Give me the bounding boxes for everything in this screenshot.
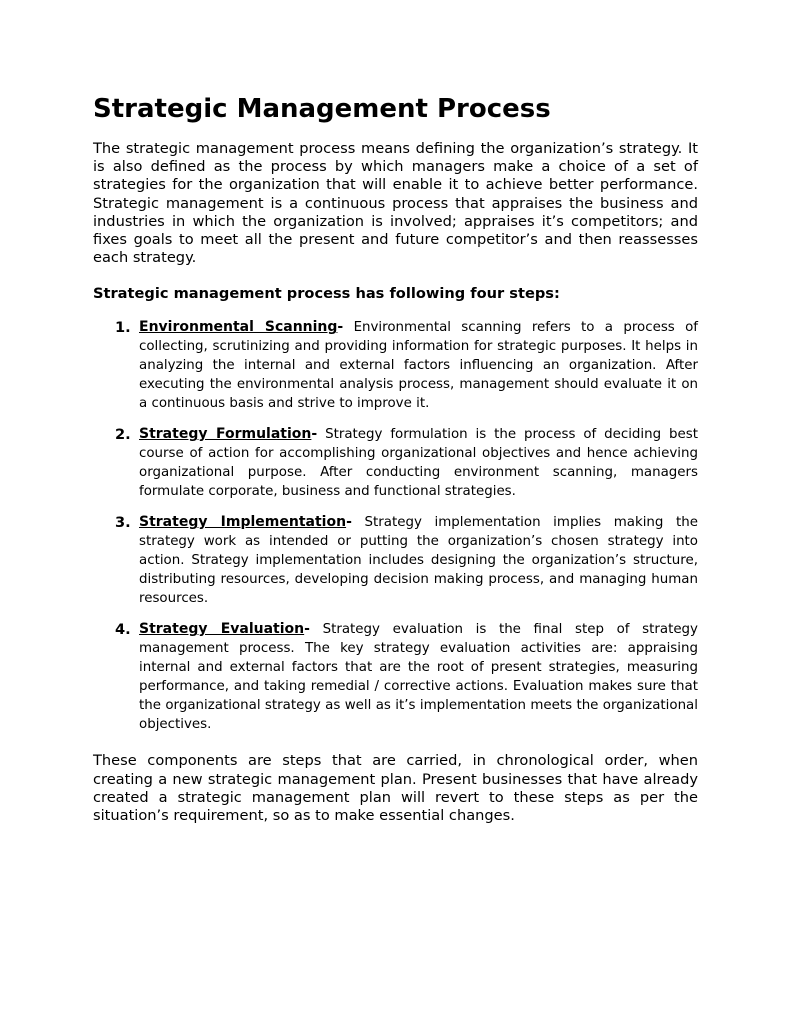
step-item-strategy-implementation <box>93 513 698 608</box>
step-separator: - <box>346 514 352 531</box>
step-item-strategy-formulation <box>93 425 698 501</box>
closing-paragraph: These components are steps that are carried, in chronological order, when creating a new strategic management plan. Present businesses that have already created a strategic management plan will revert to these steps as per the situation’s requirement, so as to make essential changes. <box>93 752 698 825</box>
page-title: Strategic Management Process <box>93 94 551 124</box>
intro-paragraph: The strategic management process means defining the organization’s strategy. It is also defined as the process by which managers make a choice of a set of strategies for the organization that will enable it to achieve better performance. Strategic management is a continuous process that appraises the business and industries in which the organization is involved; appraises it’s competitors; and fixes goals to meet all the present and future competitor’s and then reassesses each strategy. <box>93 140 698 267</box>
step-number: 2. <box>115 426 131 444</box>
steps-heading: Strategic management process has following four steps: <box>93 285 560 303</box>
step-separator: - <box>337 319 344 336</box>
step-number: 4. <box>115 621 131 639</box>
step-name: Strategy Formulation <box>139 426 312 443</box>
step-number: 1. <box>115 319 131 337</box>
step-name: Strategy Implementation <box>139 514 347 531</box>
step-item-environmental-scanning <box>93 318 698 413</box>
step-description: Strategy evaluation is the final step of strategy management process. The key strategy evaluation activities are: appraising internal and external factors that are the root of present strategies, measuring performance, and taking remedial / corrective actions. Evaluation makes sure that the organizational strategy as well as it’s implementation meets the organizational objectives. <box>139 622 698 733</box>
step-name: Environmental Scanning <box>139 319 338 336</box>
steps-list <box>93 318 698 734</box>
document-page <box>93 92 698 825</box>
step-separator: - <box>304 621 310 638</box>
step-description: Environmental scanning refers to a process of collecting, scrutinizing and providing information for strategic purposes. It helps in analyzing the internal and external factors influencing an organization. After executing the environmental analysis process, management should evaluate it on a continuous basis and strive to improve it. <box>139 320 699 412</box>
step-name: Strategy Evaluation <box>139 621 305 638</box>
step-item-strategy-evaluation <box>93 620 698 734</box>
step-description: Strategy formulation is the process of deciding best course of action for accomplishing organizational objectives and hence achieving organizational purpose. After conducting environment scanning, managers formulate corporate, business and functional strategies. <box>139 427 698 500</box>
step-separator: - <box>311 426 318 443</box>
step-description: Strategy implementation implies making the strategy work as intended or putting the organization’s chosen strategy into action. Strategy implementation includes designing the organization’s structure, distributing resources, developing decision making process, and managing human resources. <box>139 515 699 607</box>
step-number: 3. <box>115 514 131 532</box>
